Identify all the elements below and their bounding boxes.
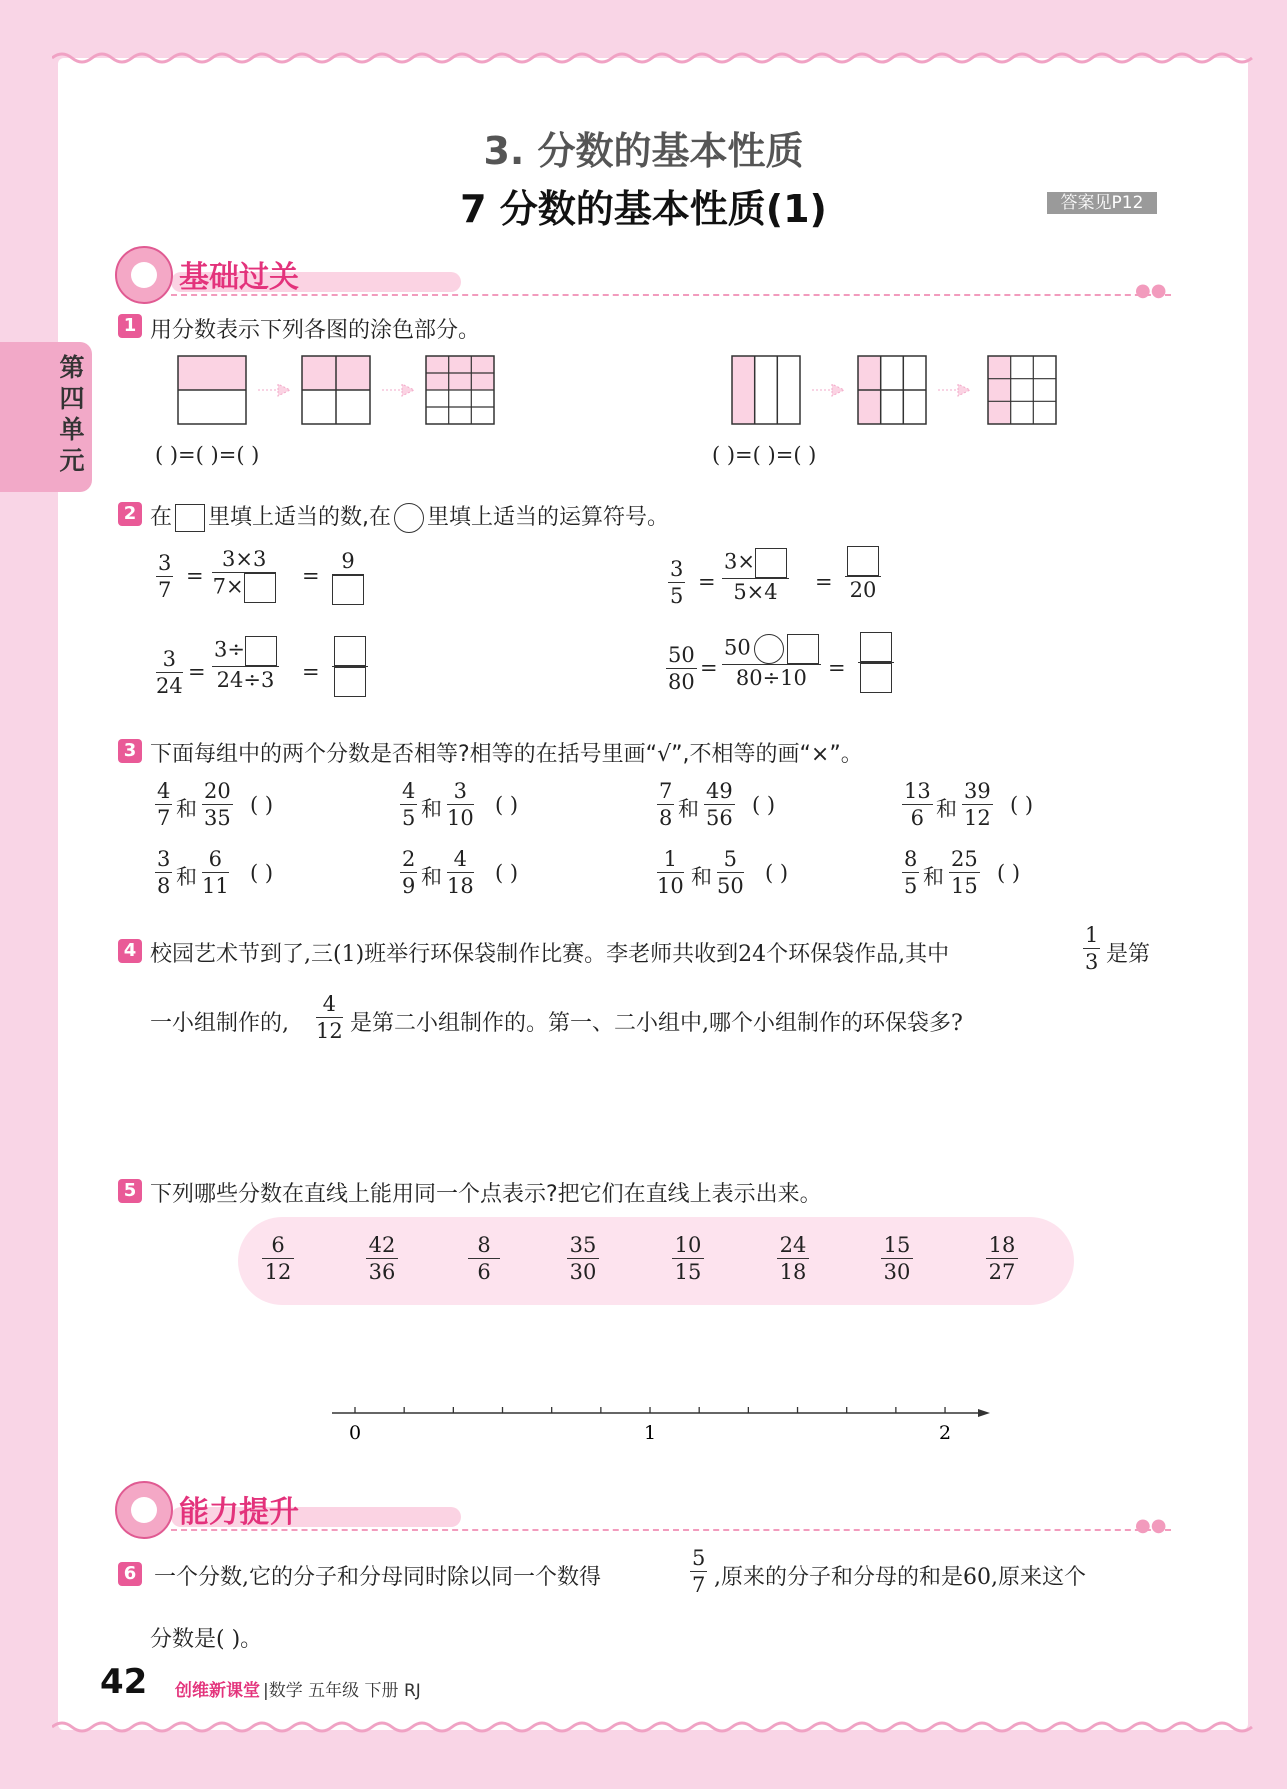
answer-box[interactable] [787,634,819,664]
section-title: 基础过关 [179,260,299,295]
answer-reference-badge: 答案见P12 [1047,192,1157,214]
equals-sign: = [302,660,320,684]
fraction-b: $\frac{39}{12}$ [964,779,991,830]
and-word: 和 [691,865,712,889]
question-text-line1: 校园艺术节到了,三(1)班举行环保袋制作比赛。李老师共收到24个环保袋作品,其中 [150,942,950,967]
and-word: 和 [923,865,944,889]
fraction: $\frac{3\div}{24\div 3}$ [212,636,279,693]
square-box-icon [175,504,205,532]
fraction: $\frac{3}{5}$ [670,557,684,608]
question-text-line2: 一小组制作的, [150,1011,289,1036]
candidate-fraction: $\frac{18}{27}$ [986,1232,1018,1285]
answer-blanks-left[interactable]: ( )=( )=( ) [155,443,260,467]
question-text-line1: 一个分数,它的分子和分母同时除以同一个数得 [154,1565,601,1590]
fraction: $\frac{50}{80\div 10}$ [722,634,821,691]
question-text: 下列哪些分数在直线上能用同一个点表示?把它们在直线上表示出来。 [150,1182,822,1207]
answer-box[interactable] [245,636,277,666]
equals-sign: = [302,564,320,588]
question-number: 4 [118,939,142,963]
top-wave-border [52,50,1253,66]
lesson-title: 7 分数的基本性质(1) [460,187,827,231]
answer-box[interactable] [244,573,276,603]
dots-icon: ●● [1135,280,1167,301]
figure-eighths [426,356,494,424]
question-number: 2 [118,502,142,526]
footer-info: |数学 五年级 下册 RJ [263,1681,421,1701]
equals-sign: = [828,656,846,680]
answer-blank-line[interactable]: 分数是( )。 [150,1627,263,1652]
fraction-a: $\frac{4}{5}$ [402,779,416,830]
candidate-fraction: $\frac{6}{12}$ [262,1232,294,1285]
answer-box[interactable] [755,548,787,578]
answer-blanks-right[interactable]: ( )=( )=( ) [712,443,817,467]
arrow-icon [258,384,290,396]
unit-tab [0,342,92,492]
answer-paren[interactable]: ( ) [997,861,1021,885]
candidate-fraction: $\frac{35}{30}$ [567,1232,599,1285]
and-word: 和 [936,797,957,821]
fraction-b: $\frac{6}{11}$ [202,847,229,898]
answer-box[interactable] [334,667,366,697]
fraction-a: $\frac{3}{8}$ [157,847,171,898]
fraction-b: $\frac{3}{10}$ [447,779,474,830]
axis-label-1: 1 [643,1422,657,1444]
dashed-divider [171,294,1171,296]
operator-circle[interactable] [754,634,784,664]
fraction: $\frac{1}{3}$ [1085,923,1099,974]
number-line [320,1395,1000,1445]
answer-paren[interactable]: ( ) [250,793,274,817]
fraction-a: $\frac{8}{5}$ [904,847,918,898]
fraction-b: $\frac{5}{50}$ [717,847,744,898]
figure-ninths [988,356,1056,424]
section-header-advanced [115,1477,1175,1537]
dots-icon: ●● [1135,1515,1167,1536]
question-text-tail: ,原来的分子和分母的和是60,原来这个 [714,1565,1086,1590]
equals-sign: = [815,570,833,594]
section-header-basic [115,242,1175,302]
equals-sign: = [186,564,204,588]
axis-label-0: 0 [348,1422,362,1444]
answer-paren[interactable]: ( ) [495,793,519,817]
and-word: 和 [176,797,197,821]
fraction-list-band [238,1217,1074,1305]
answer-paren[interactable]: ( ) [1010,793,1034,817]
fraction: $\frac{3}{24}$ [156,647,183,698]
figure-thirds [732,356,800,424]
footer-brand: 创维新课堂 [175,1681,260,1701]
bottom-wave-border [52,1719,1253,1735]
figure-quarters [302,356,370,424]
dashed-divider [171,1529,1171,1531]
section-title: 能力提升 [179,1495,299,1530]
fraction-b: $\frac{4}{18}$ [447,847,474,898]
candidate-fraction: $\frac{10}{15}$ [672,1232,704,1285]
unit-tab-label: 第四单元 [59,353,85,475]
answer-box[interactable] [860,663,892,693]
fraction [332,636,368,697]
fraction: $\frac{3\times}{5\times 4}$ [722,548,789,605]
fraction-figures [170,352,1070,432]
candidate-fraction: $\frac{42}{36}$ [366,1232,398,1285]
fraction-a: $\frac{13}{6}$ [904,779,931,830]
fraction-b: $\frac{20}{35}$ [204,779,231,830]
chapter-title: 3. 分数的基本性质 [483,129,804,173]
mascot-icon [115,246,173,304]
question-text: 用分数表示下列各图的涂色部分。 [150,318,481,343]
equals-sign: = [188,660,206,684]
and-word: 和 [678,797,699,821]
answer-paren[interactable]: ( ) [250,861,274,885]
answer-paren[interactable]: ( ) [495,861,519,885]
mascot-icon [115,1481,173,1539]
fraction: 9 [332,548,364,605]
fraction: 20 [845,546,881,603]
circle-icon [394,503,424,533]
and-word: 和 [421,865,442,889]
answer-box[interactable] [334,636,366,666]
equals-sign: = [698,570,716,594]
arrow-icon [812,384,844,396]
equals-sign: = [700,656,718,680]
answer-box[interactable] [860,632,892,662]
candidate-fraction: $\frac{8}{6}$ [468,1232,500,1285]
fraction [858,632,894,693]
fraction: $\frac{50}{80}$ [668,643,695,694]
fraction: $\frac{3}{7}$ [158,551,172,602]
and-word: 和 [176,865,197,889]
fraction: $\frac{5}{7}$ [692,1546,706,1597]
question-text: 下面每组中的两个分数是否相等?相等的在括号里画“√”,不相等的画“×”。 [150,742,863,767]
figure-half [178,356,246,424]
fraction: $\frac{3\times 3}{7\times}$ [212,546,276,603]
fraction-a: $\frac{1}{10}$ [657,847,684,898]
figure-sixths [858,356,926,424]
candidate-fraction: $\frac{24}{18}$ [777,1232,809,1285]
answer-box[interactable] [847,546,879,576]
arrow-icon [938,384,970,396]
fraction-a: $\frac{4}{7}$ [157,779,171,830]
question-number: 1 [118,314,142,338]
fraction-b: $\frac{49}{56}$ [706,779,733,830]
question-text-line2-end: 是第二小组制作的。第一、二小组中,哪个小组制作的环保袋多? [350,1011,963,1036]
answer-paren[interactable]: ( ) [765,861,789,885]
fraction: $\frac{4}{12}$ [316,992,343,1043]
fraction-a: $\frac{7}{8}$ [659,779,673,830]
question-text: 在 里填上适当的数,在 里填上适当的运算符号。 [150,500,669,533]
answer-box[interactable] [332,575,364,605]
page-number: 42 [100,1662,148,1702]
answer-paren[interactable]: ( ) [752,793,776,817]
fraction-b: $\frac{25}{15}$ [951,847,978,898]
question-number: 6 [118,1562,142,1586]
fraction-a: $\frac{2}{9}$ [402,847,416,898]
question-text-tail: 是第 [1106,942,1151,967]
axis-label-2: 2 [938,1422,952,1444]
question-number: 5 [118,1179,142,1203]
arrow-icon [382,384,414,396]
candidate-fraction: $\frac{15}{30}$ [881,1232,913,1285]
and-word: 和 [421,797,442,821]
question-number: 3 [118,739,142,763]
